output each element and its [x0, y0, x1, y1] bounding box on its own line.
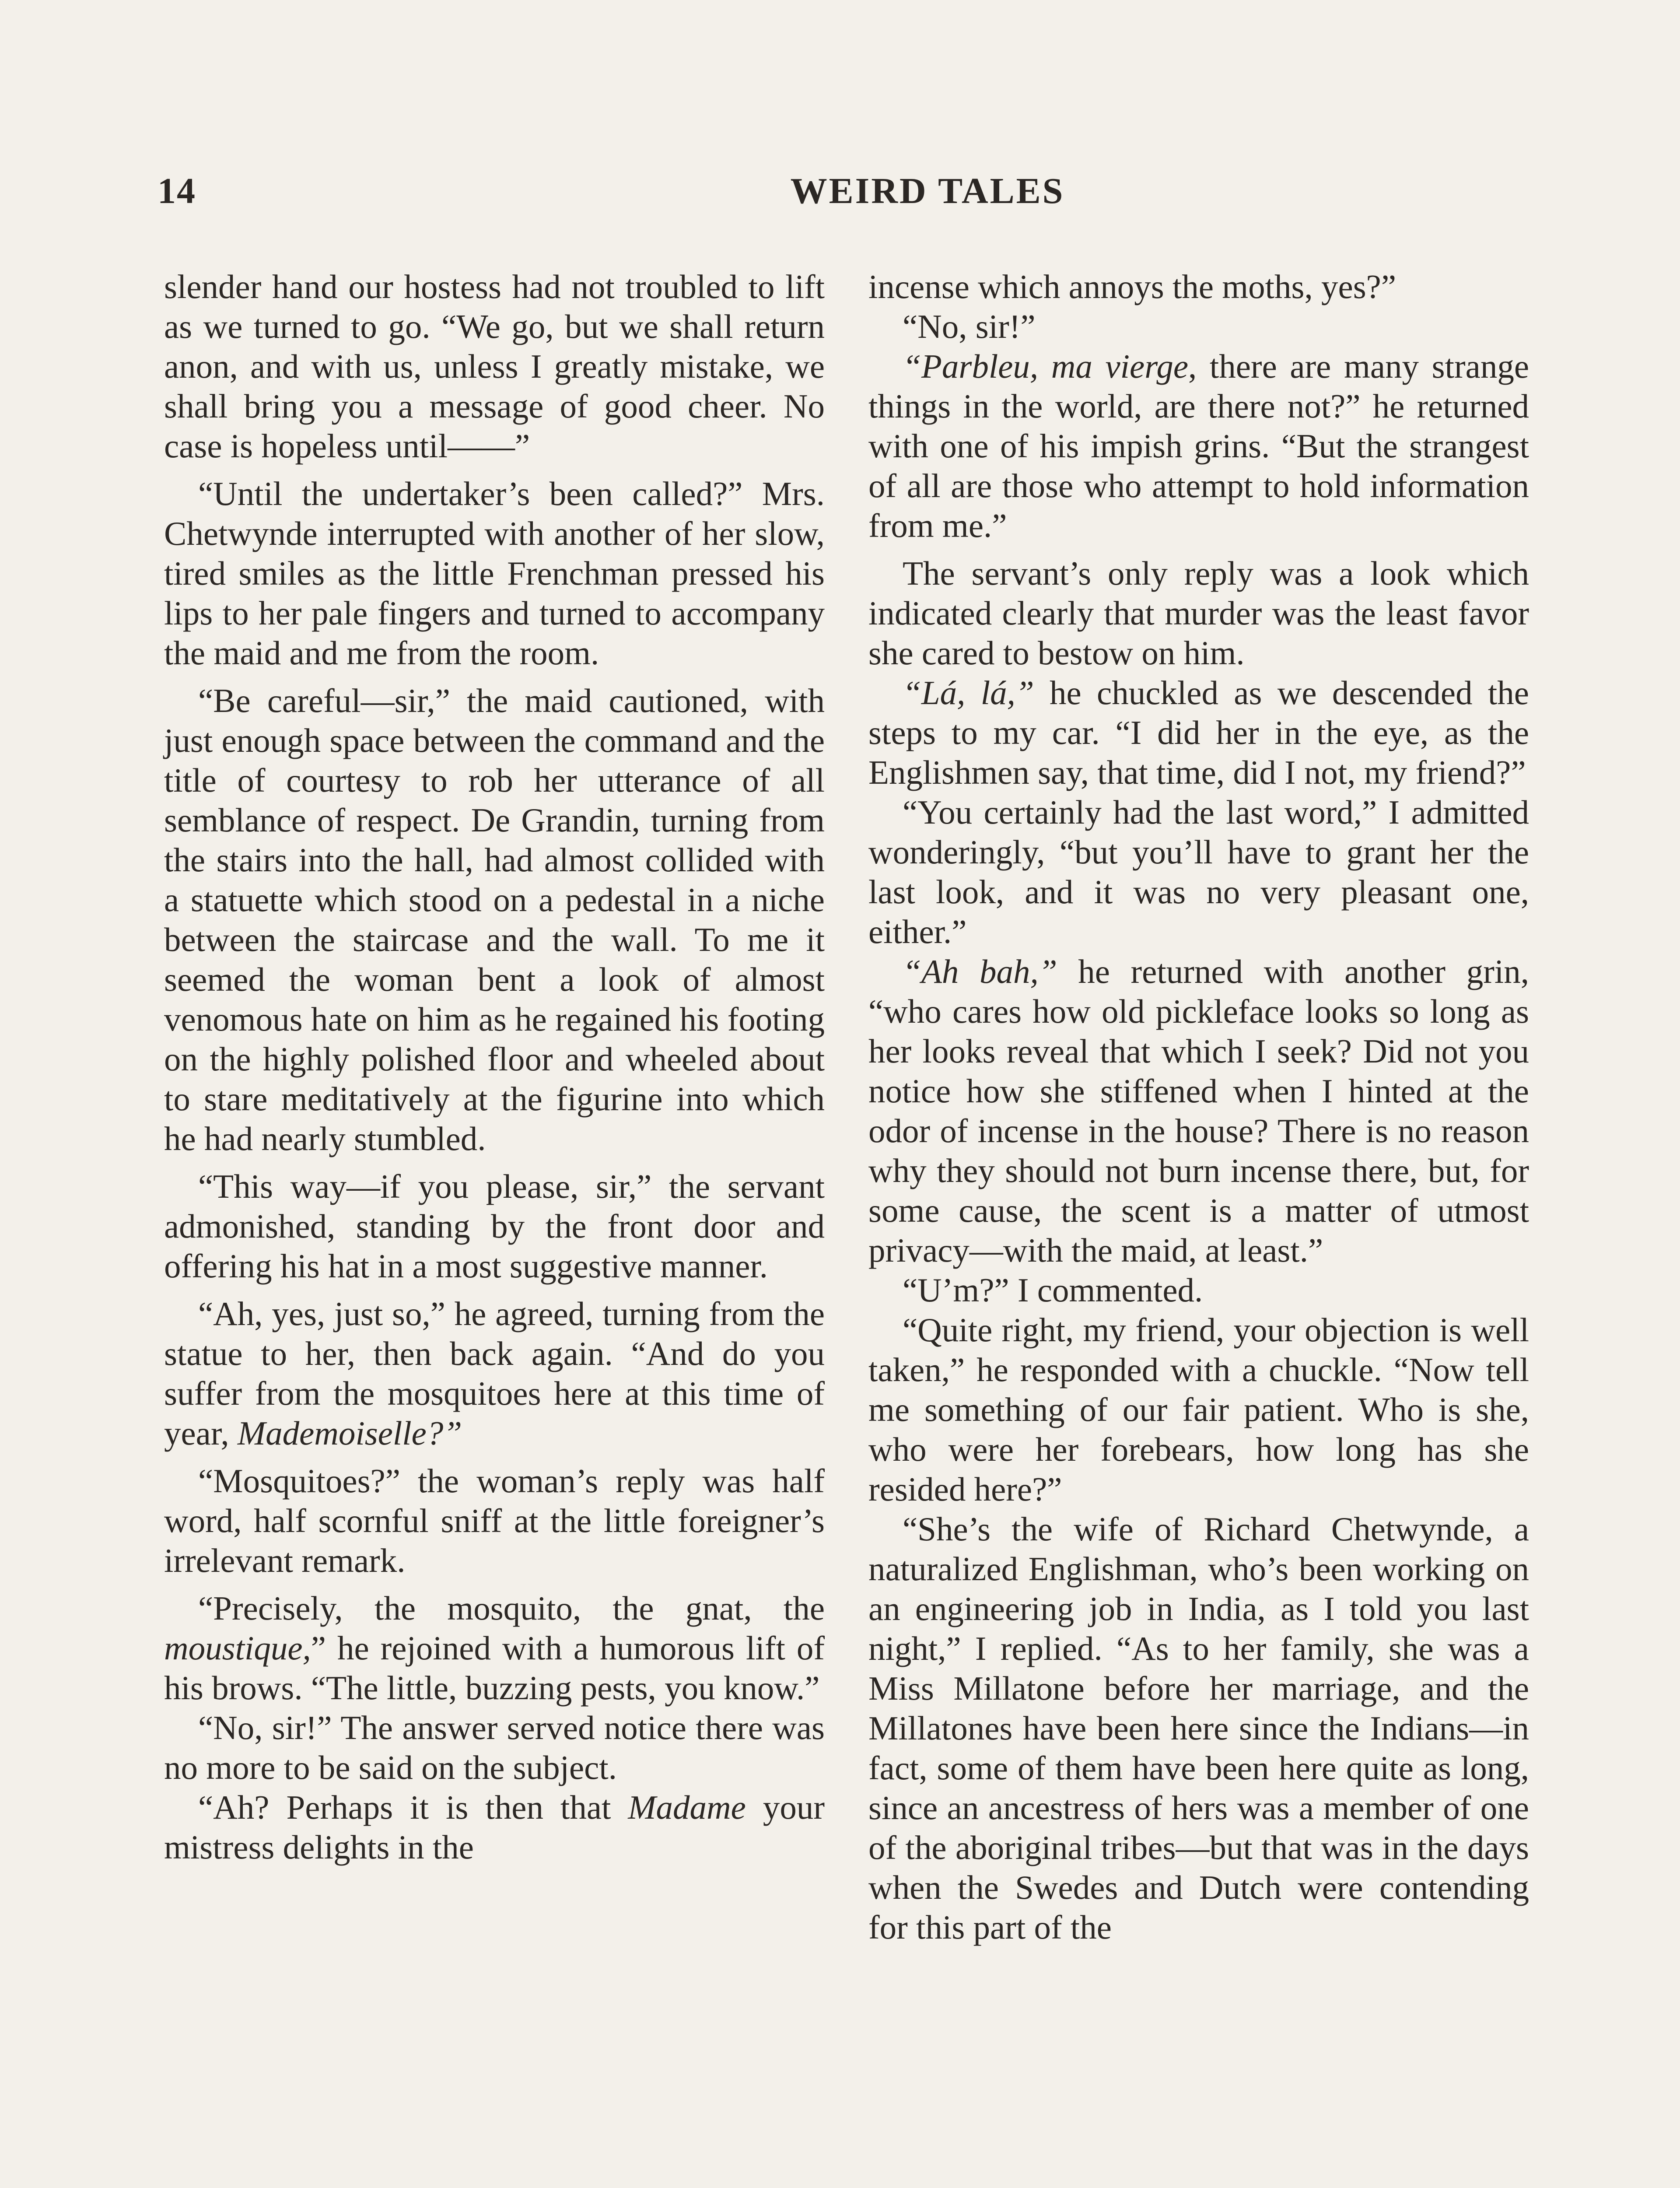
paragraph: “Be careful—sir,” the maid cautioned, with just enough space between the command and the title of courtesy to rob her utterance of all semblance of respect. De Grandin, turning from the stairs into the hall, had almost collided with a statuette which stood on a pedestal in a niche between the staircase and the wall. To me it seemed the woman bent a look of almost venomous hate on him as he regained his footing on the highly polished floor and wheeled about to stare meditatively at the figurine into which he had nearly stumbled.	[164, 682, 825, 1157]
italic-text: “Lá, lá,”	[903, 674, 1034, 712]
italic-text: “Parbleu, ma vierge	[903, 347, 1188, 385]
paragraph	[164, 1588, 825, 1708]
paragraph: slender hand our hostess had not troubled to lift as we turned to go. “We go, but we shall return anon, and with us, unless I greatly mistake, we shall bring you a message of good cheer. No case is hopeless until——”	[164, 268, 825, 465]
paragraph	[164, 1294, 825, 1453]
paragraph: “You certainly had the last word,” I admitted wonderingly, “but you’ll have to grant her the last look, and it was no very pleasant one, either.”	[868, 793, 1529, 950]
paragraph-text: ” he rejoined with a humorous lift of his brows. “The little, buzzing pests, you know.”	[164, 1629, 825, 1707]
paragraph	[868, 347, 1529, 546]
italic-text: “Ah bah,”	[903, 953, 1057, 990]
page-number: 14	[158, 171, 196, 211]
italic-text: moustique,	[164, 1629, 311, 1667]
left-column	[164, 267, 825, 1867]
paragraph-text: “Ah, yes, just so,” he agreed, turning from the statue to her, then back again. “And do you suffer from the mosquitoes here at this time of year,	[164, 1295, 825, 1452]
right-column	[868, 267, 1529, 1947]
paragraph-text: he chuckled as we descended the steps to my car. “I did her in the eye, as the Englishmen say, that time, did I not, my friend?”	[868, 674, 1529, 791]
italic-text: Madame	[628, 1788, 746, 1826]
paragraph: “Until the undertaker’s been called?” Mrs. Chetwynde interrupted with another of her slow, tired smiles as the little Frenchman pressed his lips to her pale fingers and turned to accompany the maid and me from the room.	[164, 475, 825, 672]
running-title: WEIRD TALES	[790, 171, 1065, 211]
italic-text: Mademoiselle?”	[237, 1414, 462, 1452]
paragraph-text: “Precisely, the mosquito, the gnat, the	[198, 1589, 825, 1627]
paragraph: “U’m?” I commented.	[903, 1271, 1203, 1309]
paragraph: The servant’s only reply was a look which indicated clearly that murder was the least favor she cared to bestow on him.	[868, 554, 1529, 672]
paragraph-text: he returned with another grin, “who cares how old pickleface looks so long as her looks reveal that which I seek? Did not you notice how she stiffened when I hinted at the odor of incense in the house? There is no reason why they should not burn incense there, but, for some cause, the scent is a matter of utmost privacy—with the maid, at least.”	[868, 953, 1529, 1269]
paragraph: “This way—if you please, sir,” the servant admonished, standing by the front door and offering his hat in a most suggestive manner.	[164, 1168, 825, 1285]
paragraph: “No, sir!” The answer served notice there was no more to be said on the subject.	[164, 1709, 825, 1786]
paragraph-text: your mistress delights in the	[164, 1788, 825, 1866]
paragraph: “Quite right, my friend, your objection is well taken,” he responded with a chuckle. “Now tell me something of our fair patient. Who is she, who were her forebears, how long has she resided here?”	[868, 1311, 1529, 1508]
paragraph-text: “Ah? Perhaps it is then that	[198, 1788, 628, 1826]
paragraph: “No, sir!”	[903, 308, 1036, 345]
paragraph: incense which annoys the moths, yes?”	[868, 268, 1396, 305]
paragraph: “She’s the wife of Richard Chetwynde, a naturalized Englishman, who’s been working on an engineering job in India, as I told you last night,” I replied. “As to her family, she was a Miss Millatone before her marriage, and the Millatones have been here since the Indians—in fact, some of them have been here quite as long, since an ancestress of hers was a member of one of the aboriginal tribes—but that was in the days when the Swedes and Dutch were contending for this part of the	[868, 1510, 1529, 1946]
paragraph-text: , there are many strange things in the world, are there not?” he returned with one of his impish grins. “But the strangest of all are those who attempt to hold information from me.”	[868, 347, 1529, 544]
paragraph	[868, 673, 1529, 792]
page-header	[158, 170, 1522, 218]
paragraph	[868, 952, 1529, 1270]
paragraph	[164, 1788, 825, 1867]
paragraph: “Mosquitoes?” the woman’s reply was half word, half scornful sniff at the little foreigner’s irrelevant remark.	[164, 1462, 825, 1579]
